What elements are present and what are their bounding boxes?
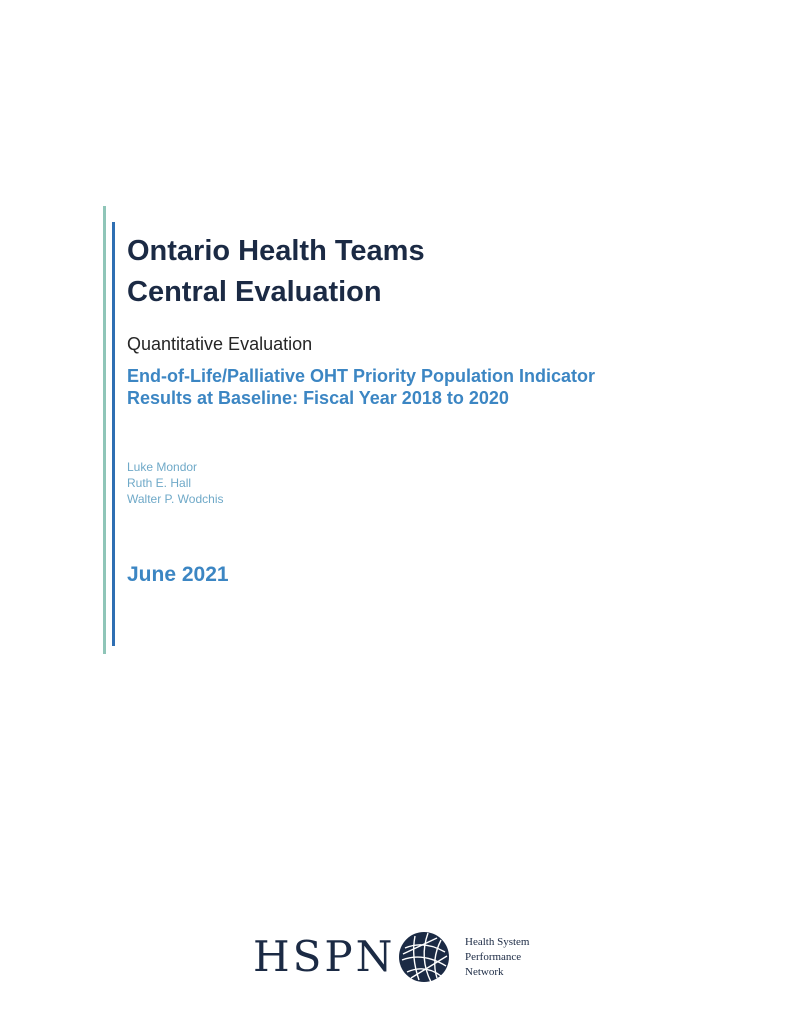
logo-name-line-1: Health System bbox=[465, 936, 530, 948]
logo-name-line-2: Performance bbox=[465, 951, 522, 963]
logo-name-line-3: Network bbox=[465, 966, 504, 978]
title-line-1: Ontario Health Teams bbox=[127, 235, 425, 267]
document-subtitle: Quantitative Evaluation bbox=[127, 334, 313, 354]
logo-organization-name bbox=[465, 935, 529, 980]
author-name: Ruth E. Hall bbox=[127, 476, 192, 490]
report-title-line-2: Results at Baseline: Fiscal Year 2018 to 2020 bbox=[127, 388, 509, 408]
hspn-logo bbox=[253, 928, 553, 988]
publication-date: June 2021 bbox=[127, 563, 229, 586]
accent-bar-teal bbox=[103, 206, 106, 654]
report-title bbox=[127, 365, 595, 409]
document-title bbox=[127, 231, 425, 313]
author-name: Walter P. Wodchis bbox=[127, 492, 224, 506]
report-title-line-1: End-of-Life/Palliative OHT Priority Population Indicator bbox=[127, 366, 596, 386]
globe-icon bbox=[397, 930, 451, 984]
title-line-2: Central Evaluation bbox=[127, 276, 382, 308]
accent-bar-blue bbox=[112, 222, 115, 646]
logo-wordmark: HSPN bbox=[253, 932, 396, 981]
author-name: Luke Mondor bbox=[127, 460, 198, 474]
author-list bbox=[127, 459, 223, 507]
